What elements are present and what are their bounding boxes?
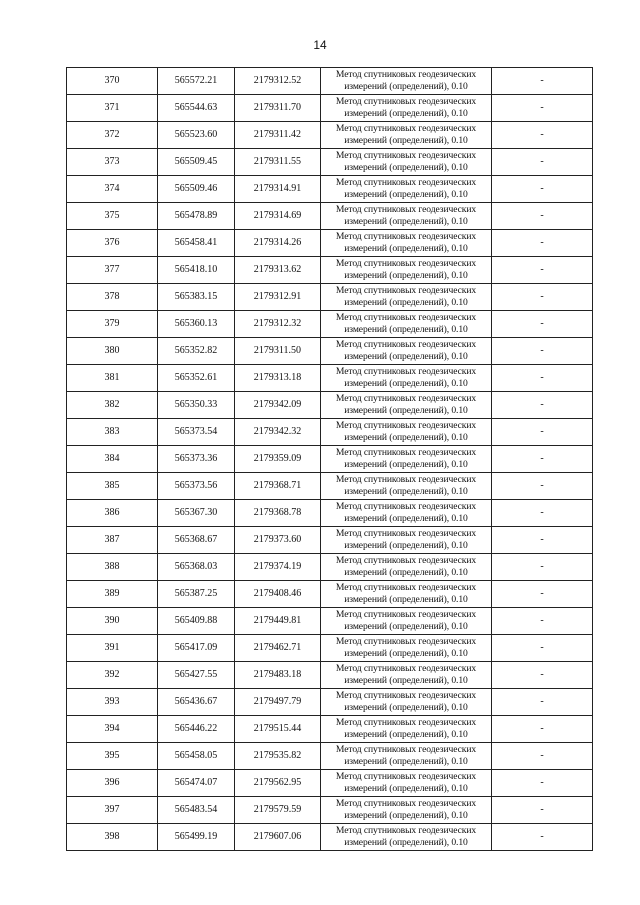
- x-coordinate-cell: 565350.33: [158, 392, 235, 419]
- x-coordinate-cell: 565368.67: [158, 527, 235, 554]
- method-text-line: Метод спутниковых геодезических: [335, 123, 477, 134]
- x-coordinate-cell: 565446.22: [158, 716, 235, 743]
- method-cell: [321, 608, 492, 635]
- method-text-line: измерений (определений), 0.10: [344, 351, 468, 362]
- method-text-line: Метод спутниковых геодезических: [335, 150, 477, 161]
- method-text-line: Метод спутниковых геодезических: [335, 420, 477, 431]
- table-row: [67, 716, 593, 743]
- note-cell: -: [492, 716, 593, 743]
- note-cell: -: [492, 392, 593, 419]
- point-number-cell: 372: [67, 122, 158, 149]
- note-cell: -: [492, 446, 593, 473]
- method-text-line: измерений (определений), 0.10: [344, 513, 468, 524]
- method-text-line: Метод спутниковых геодезических: [335, 69, 477, 80]
- table-row: [67, 392, 593, 419]
- method-text-line: измерений (определений), 0.10: [344, 378, 468, 389]
- point-number-cell: 378: [67, 284, 158, 311]
- point-number-cell: 371: [67, 95, 158, 122]
- note-cell: -: [492, 662, 593, 689]
- note-cell: -: [492, 122, 593, 149]
- point-number-cell: 376: [67, 230, 158, 257]
- method-cell: [321, 743, 492, 770]
- y-coordinate-cell: 2179313.62: [235, 257, 321, 284]
- table-row: [67, 743, 593, 770]
- method-text-line: Метод спутниковых геодезических: [335, 177, 477, 188]
- x-coordinate-cell: 565368.03: [158, 554, 235, 581]
- method-cell: [321, 203, 492, 230]
- point-number-cell: 383: [67, 419, 158, 446]
- x-coordinate-cell: 565352.61: [158, 365, 235, 392]
- table-row: [67, 122, 593, 149]
- point-number-cell: 388: [67, 554, 158, 581]
- method-cell: [321, 824, 492, 851]
- x-coordinate-cell: 565383.15: [158, 284, 235, 311]
- note-cell: -: [492, 743, 593, 770]
- point-number-cell: 396: [67, 770, 158, 797]
- table-row: [67, 554, 593, 581]
- y-coordinate-cell: 2179359.09: [235, 446, 321, 473]
- y-coordinate-cell: 2179311.42: [235, 122, 321, 149]
- point-number-cell: 389: [67, 581, 158, 608]
- y-coordinate-cell: 2179368.71: [235, 473, 321, 500]
- y-coordinate-cell: 2179342.09: [235, 392, 321, 419]
- method-cell: [321, 122, 492, 149]
- table-row: [67, 203, 593, 230]
- method-text-line: измерений (определений), 0.10: [344, 270, 468, 281]
- method-cell: [321, 176, 492, 203]
- table-row: [67, 68, 593, 95]
- method-text-line: измерений (определений), 0.10: [344, 702, 468, 713]
- note-cell: -: [492, 95, 593, 122]
- y-coordinate-cell: 2179314.91: [235, 176, 321, 203]
- table-row: [67, 689, 593, 716]
- note-cell: -: [492, 500, 593, 527]
- table-row: [67, 149, 593, 176]
- y-coordinate-cell: 2179535.82: [235, 743, 321, 770]
- table-row: [67, 446, 593, 473]
- method-text-line: Метод спутниковых геодезических: [335, 744, 477, 755]
- method-text-line: Метод спутниковых геодезических: [335, 285, 477, 296]
- x-coordinate-cell: 565418.10: [158, 257, 235, 284]
- y-coordinate-cell: 2179579.59: [235, 797, 321, 824]
- method-cell: [321, 446, 492, 473]
- note-cell: -: [492, 257, 593, 284]
- table-row: [67, 257, 593, 284]
- method-text-line: измерений (определений), 0.10: [344, 837, 468, 848]
- table-row: [67, 635, 593, 662]
- y-coordinate-cell: 2179314.69: [235, 203, 321, 230]
- point-number-cell: 386: [67, 500, 158, 527]
- x-coordinate-cell: 565509.46: [158, 176, 235, 203]
- method-text-line: Метод спутниковых геодезических: [335, 447, 477, 458]
- method-text-line: Метод спутниковых геодезических: [335, 528, 477, 539]
- note-cell: -: [492, 365, 593, 392]
- y-coordinate-cell: 2179311.70: [235, 95, 321, 122]
- note-cell: -: [492, 581, 593, 608]
- y-coordinate-cell: 2179462.71: [235, 635, 321, 662]
- x-coordinate-cell: 565483.54: [158, 797, 235, 824]
- method-cell: [321, 338, 492, 365]
- note-cell: -: [492, 149, 593, 176]
- method-text-line: Метод спутниковых геодезических: [335, 258, 477, 269]
- note-cell: -: [492, 824, 593, 851]
- method-text-line: измерений (определений), 0.10: [344, 810, 468, 821]
- method-text-line: измерений (определений), 0.10: [344, 81, 468, 92]
- y-coordinate-cell: 2179497.79: [235, 689, 321, 716]
- method-text-line: измерений (определений), 0.10: [344, 243, 468, 254]
- y-coordinate-cell: 2179374.19: [235, 554, 321, 581]
- table-row: [67, 527, 593, 554]
- method-text-line: Метод спутниковых геодезических: [335, 474, 477, 485]
- note-cell: -: [492, 419, 593, 446]
- x-coordinate-cell: 565367.30: [158, 500, 235, 527]
- table-row: [67, 176, 593, 203]
- table-row: [67, 365, 593, 392]
- method-text-line: Метод спутниковых геодезических: [335, 312, 477, 323]
- x-coordinate-cell: 565352.82: [158, 338, 235, 365]
- table-row: [67, 500, 593, 527]
- method-text-line: Метод спутниковых геодезических: [335, 582, 477, 593]
- x-coordinate-cell: 565509.45: [158, 149, 235, 176]
- x-coordinate-cell: 565373.56: [158, 473, 235, 500]
- x-coordinate-cell: 565436.67: [158, 689, 235, 716]
- note-cell: -: [492, 797, 593, 824]
- note-cell: -: [492, 230, 593, 257]
- method-cell: [321, 149, 492, 176]
- method-text-line: измерений (определений), 0.10: [344, 405, 468, 416]
- note-cell: -: [492, 608, 593, 635]
- method-text-line: измерений (определений), 0.10: [344, 756, 468, 767]
- table-row: [67, 662, 593, 689]
- method-text-line: измерений (определений), 0.10: [344, 216, 468, 227]
- method-text-line: измерений (определений), 0.10: [344, 459, 468, 470]
- point-number-cell: 395: [67, 743, 158, 770]
- table-row: [67, 770, 593, 797]
- point-number-cell: 391: [67, 635, 158, 662]
- y-coordinate-cell: 2179368.78: [235, 500, 321, 527]
- x-coordinate-cell: 565360.13: [158, 311, 235, 338]
- note-cell: -: [492, 554, 593, 581]
- point-number-cell: 398: [67, 824, 158, 851]
- point-number-cell: 384: [67, 446, 158, 473]
- note-cell: -: [492, 338, 593, 365]
- point-number-cell: 382: [67, 392, 158, 419]
- method-cell: [321, 365, 492, 392]
- table-row: [67, 95, 593, 122]
- y-coordinate-cell: 2179314.26: [235, 230, 321, 257]
- x-coordinate-cell: 565458.05: [158, 743, 235, 770]
- table-row: [67, 230, 593, 257]
- table-row: [67, 338, 593, 365]
- method-text-line: измерений (определений), 0.10: [344, 594, 468, 605]
- x-coordinate-cell: 565474.07: [158, 770, 235, 797]
- y-coordinate-cell: 2179373.60: [235, 527, 321, 554]
- method-text-line: Метод спутниковых геодезических: [335, 231, 477, 242]
- y-coordinate-cell: 2179312.91: [235, 284, 321, 311]
- table-row: [67, 311, 593, 338]
- method-cell: [321, 473, 492, 500]
- table-row: [67, 581, 593, 608]
- y-coordinate-cell: 2179311.50: [235, 338, 321, 365]
- x-coordinate-cell: 565387.25: [158, 581, 235, 608]
- point-number-cell: 381: [67, 365, 158, 392]
- method-text-line: Метод спутниковых геодезических: [335, 366, 477, 377]
- note-cell: -: [492, 284, 593, 311]
- method-text-line: Метод спутниковых геодезических: [335, 825, 477, 836]
- table-row: [67, 284, 593, 311]
- y-coordinate-cell: 2179342.32: [235, 419, 321, 446]
- method-text-line: Метод спутниковых геодезических: [335, 609, 477, 620]
- point-number-cell: 392: [67, 662, 158, 689]
- method-cell: [321, 797, 492, 824]
- method-text-line: Метод спутниковых геодезических: [335, 204, 477, 215]
- method-cell: [321, 311, 492, 338]
- method-cell: [321, 662, 492, 689]
- page-number: 14: [313, 38, 327, 52]
- method-text-line: измерений (определений), 0.10: [344, 189, 468, 200]
- method-text-line: измерений (определений), 0.10: [344, 567, 468, 578]
- x-coordinate-cell: 565458.41: [158, 230, 235, 257]
- x-coordinate-cell: 565572.21: [158, 68, 235, 95]
- y-coordinate-cell: 2179408.46: [235, 581, 321, 608]
- method-cell: [321, 419, 492, 446]
- method-cell: [321, 635, 492, 662]
- method-text-line: измерений (определений), 0.10: [344, 729, 468, 740]
- method-cell: [321, 230, 492, 257]
- method-text-line: измерений (определений), 0.10: [344, 486, 468, 497]
- point-number-cell: 390: [67, 608, 158, 635]
- y-coordinate-cell: 2179607.06: [235, 824, 321, 851]
- method-cell: [321, 689, 492, 716]
- method-text-line: измерений (определений), 0.10: [344, 540, 468, 551]
- table-row: [67, 797, 593, 824]
- x-coordinate-cell: 565409.88: [158, 608, 235, 635]
- method-text-line: Метод спутниковых геодезических: [335, 501, 477, 512]
- point-number-cell: 380: [67, 338, 158, 365]
- y-coordinate-cell: 2179313.18: [235, 365, 321, 392]
- note-cell: -: [492, 68, 593, 95]
- method-cell: [321, 581, 492, 608]
- coordinates-table: [66, 67, 593, 851]
- method-text-line: Метод спутниковых геодезических: [335, 96, 477, 107]
- point-number-cell: 394: [67, 716, 158, 743]
- x-coordinate-cell: 565373.36: [158, 446, 235, 473]
- x-coordinate-cell: 565427.55: [158, 662, 235, 689]
- point-number-cell: 370: [67, 68, 158, 95]
- y-coordinate-cell: 2179515.44: [235, 716, 321, 743]
- method-text-line: измерений (определений), 0.10: [344, 324, 468, 335]
- note-cell: -: [492, 176, 593, 203]
- method-cell: [321, 770, 492, 797]
- method-cell: [321, 554, 492, 581]
- point-number-cell: 377: [67, 257, 158, 284]
- point-number-cell: 374: [67, 176, 158, 203]
- method-text-line: Метод спутниковых геодезических: [335, 717, 477, 728]
- table-row: [67, 419, 593, 446]
- note-cell: -: [492, 635, 593, 662]
- method-text-line: Метод спутниковых геодезических: [335, 798, 477, 809]
- table-row: [67, 824, 593, 851]
- method-text-line: измерений (определений), 0.10: [344, 432, 468, 443]
- x-coordinate-cell: 565417.09: [158, 635, 235, 662]
- x-coordinate-cell: 565523.60: [158, 122, 235, 149]
- method-text-line: измерений (определений), 0.10: [344, 783, 468, 794]
- method-text-line: измерений (определений), 0.10: [344, 135, 468, 146]
- table-row: [67, 473, 593, 500]
- x-coordinate-cell: 565544.63: [158, 95, 235, 122]
- note-cell: -: [492, 311, 593, 338]
- x-coordinate-cell: 565499.19: [158, 824, 235, 851]
- method-text-line: Метод спутниковых геодезических: [335, 393, 477, 404]
- method-text-line: измерений (определений), 0.10: [344, 621, 468, 632]
- y-coordinate-cell: 2179449.81: [235, 608, 321, 635]
- point-number-cell: 373: [67, 149, 158, 176]
- y-coordinate-cell: 2179483.18: [235, 662, 321, 689]
- point-number-cell: 387: [67, 527, 158, 554]
- note-cell: -: [492, 689, 593, 716]
- method-text-line: Метод спутниковых геодезических: [335, 663, 477, 674]
- y-coordinate-cell: 2179311.55: [235, 149, 321, 176]
- note-cell: -: [492, 770, 593, 797]
- method-text-line: Метод спутниковых геодезических: [335, 690, 477, 701]
- method-text-line: измерений (определений), 0.10: [344, 297, 468, 308]
- x-coordinate-cell: 565373.54: [158, 419, 235, 446]
- y-coordinate-cell: 2179562.95: [235, 770, 321, 797]
- point-number-cell: 375: [67, 203, 158, 230]
- method-text-line: измерений (определений), 0.10: [344, 675, 468, 686]
- method-text-line: Метод спутниковых геодезических: [335, 636, 477, 647]
- point-number-cell: 379: [67, 311, 158, 338]
- method-text-line: Метод спутниковых геодезических: [335, 771, 477, 782]
- point-number-cell: 385: [67, 473, 158, 500]
- y-coordinate-cell: 2179312.52: [235, 68, 321, 95]
- table-row: [67, 608, 593, 635]
- method-text-line: Метод спутниковых геодезических: [335, 339, 477, 350]
- note-cell: -: [492, 473, 593, 500]
- note-cell: -: [492, 527, 593, 554]
- method-cell: [321, 68, 492, 95]
- method-cell: [321, 527, 492, 554]
- y-coordinate-cell: 2179312.32: [235, 311, 321, 338]
- method-cell: [321, 284, 492, 311]
- method-text-line: измерений (определений), 0.10: [344, 648, 468, 659]
- method-cell: [321, 392, 492, 419]
- method-cell: [321, 716, 492, 743]
- method-text-line: измерений (определений), 0.10: [344, 108, 468, 119]
- table-body: [67, 68, 593, 851]
- method-text-line: Метод спутниковых геодезических: [335, 555, 477, 566]
- point-number-cell: 397: [67, 797, 158, 824]
- method-cell: [321, 95, 492, 122]
- x-coordinate-cell: 565478.89: [158, 203, 235, 230]
- method-cell: [321, 500, 492, 527]
- point-number-cell: 393: [67, 689, 158, 716]
- method-text-line: измерений (определений), 0.10: [344, 162, 468, 173]
- method-cell: [321, 257, 492, 284]
- note-cell: -: [492, 203, 593, 230]
